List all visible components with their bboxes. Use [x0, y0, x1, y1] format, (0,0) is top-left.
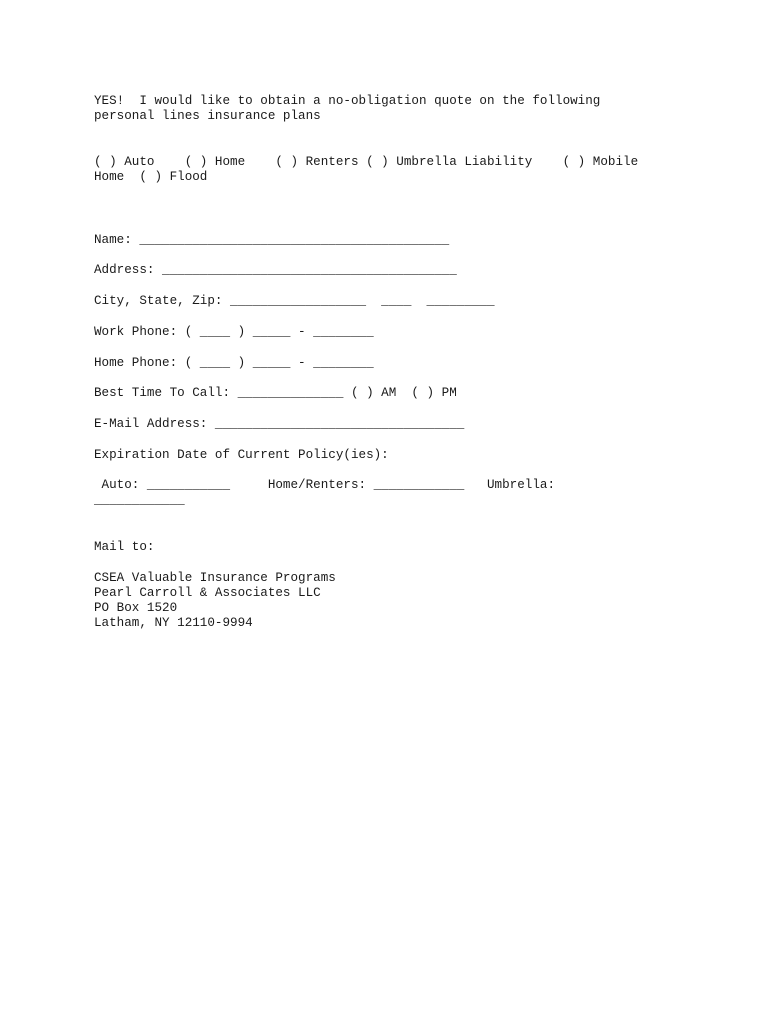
city-state-zip-field: City, State, Zip: __________________ ____ _________	[94, 294, 495, 308]
mail-to-label: Mail to:	[94, 540, 155, 554]
intro-line-1: YES! I would like to obtain a no-obligation quote on the following	[94, 94, 601, 108]
home-phone-field: Home Phone: ( ____ ) _____ - ________	[94, 356, 374, 370]
mail-city: Latham, NY 12110-9994	[94, 616, 253, 630]
mail-company: Pearl Carroll & Associates LLC	[94, 586, 321, 600]
name-field: Name: _________________________________________	[94, 233, 450, 247]
intro-line-2: personal lines insurance plans	[94, 109, 321, 123]
plan-options-line-1: ( ) Auto ( ) Home ( ) Renters ( ) Umbrella Liability ( ) Mobile	[94, 155, 639, 169]
email-field: E-Mail Address: _________________________________	[94, 417, 465, 431]
address-field: Address: _______________________________________	[94, 263, 457, 277]
plan-options-line-2: Home ( ) Flood	[94, 170, 208, 184]
best-time-to-call-field: Best Time To Call: ______________ ( ) AM ( ) PM	[94, 386, 457, 400]
expiration-dates-line-2: ____________	[94, 493, 185, 507]
mail-po-box: PO Box 1520	[94, 601, 178, 615]
mail-org: CSEA Valuable Insurance Programs	[94, 571, 336, 585]
expiration-dates-line-1: Auto: ___________ Home/Renters: ____________ Umbrella:	[94, 478, 556, 492]
expiration-date-label: Expiration Date of Current Policy(ies):	[94, 448, 389, 462]
work-phone-field: Work Phone: ( ____ ) _____ - ________	[94, 325, 374, 339]
